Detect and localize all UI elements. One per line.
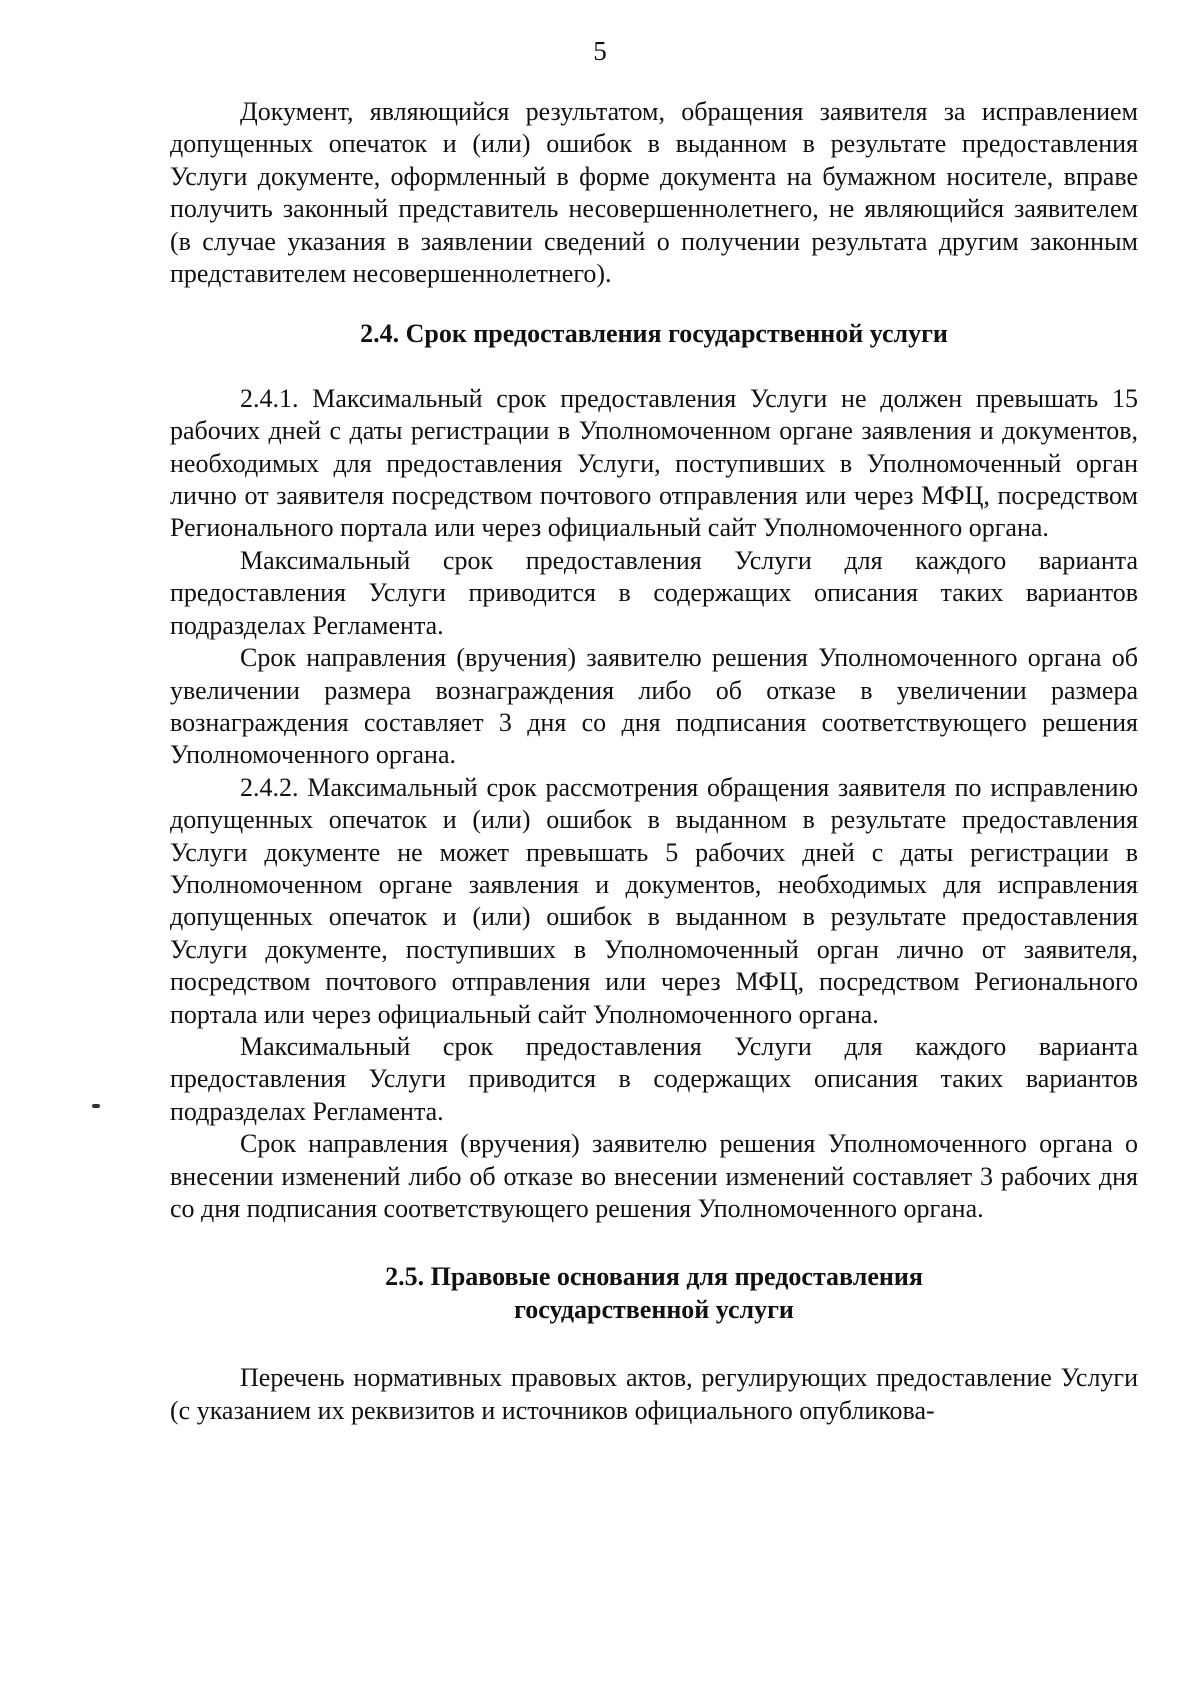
section-2-5-heading-line1: 2.5. Правовые основания для предоставления bbox=[385, 1262, 923, 1292]
page-number: 5 bbox=[593, 36, 607, 66]
intro-paragraph: Документ, являющийся результатом, обращения заявителя за исправлением допущенных опечаток и (или) ошибок в выданном в результате предоставления Услуги документе, оформленный в форме документа на бумажном носителе, вправе получить законный представитель несовершеннолетнего, не являющийся заявителем (в случае указания в заявлении сведений о получении результата другим законным представителем несовершеннолетнего). bbox=[170, 97, 1138, 289]
section-2-5-heading-line2: государственной услуги bbox=[514, 1294, 794, 1324]
section-2-4-heading: 2.4. Срок предоставления государственной услуги bbox=[360, 319, 948, 349]
paragraph-2-5-legal-acts: Перечень нормативных правовых актов, регулирующих предоставление Услуги (с указанием их реквизитов и источников официального опубликова- bbox=[170, 1363, 1138, 1425]
scan-artifact-mark bbox=[92, 1104, 100, 1108]
paragraph-max-term-variants-2: Максимальный срок предоставления Услуги для каждого варианта предоставления Услуги приводится в содержащих описания таких вариантов подразделах Регламента. bbox=[170, 1031, 1138, 1126]
document-body bbox=[170, 96, 1138, 1427]
paragraph-2-4-1: 2.4.1. Максимальный срок предоставления Услуги не должен превышать 15 рабочих дней с даты регистрации в Уполномоченном органе заявления и документов, необходимых для предоставления Услуги, поступивших в Уполномоченный орган лично от заявителя посредством почтового отправления или через МФЦ, посредством Регионального портала или через официальный сайт Уполномоченного органа. bbox=[170, 383, 1138, 543]
section-2-5-heading bbox=[170, 1261, 1138, 1326]
paragraph-delivery-term-changes: Срок направления (вручения) заявителю решения Уполномоченного органа о внесении изменений либо об отказе во внесении изменений составляет 3 рабочих дня со дня подписания соответствующего решения Уполномоченного органа. bbox=[170, 1129, 1138, 1223]
paragraph-2-4-2: 2.4.2. Максимальный срок рассмотрения обращения заявителя по исправлению допущенных опечаток и (или) ошибок в выданном в результате предоставления Услуги документе не может превышать 5 рабочих дней с даты регистрации в Уполномоченном органе заявления и документов, необходимых для исправления допущенных опечаток и (или) ошибок в выданном в результате предоставления Услуги документе, поступивших в Уполномоченный орган лично от заявителя, посредством почтового отправления или через МФЦ, посредством Регионального портала или через официальный сайт Уполномоченного органа. bbox=[170, 772, 1138, 1029]
paragraph-max-term-variants: Максимальный срок предоставления Услуги для каждого варианта предоставления Услуги приводится в содержащих описания таких вариантов подразделах Регламента. bbox=[170, 545, 1138, 640]
paragraph-delivery-term-reward: Срок направления (вручения) заявителю решения Уполномоченного органа об увеличении размера вознаграждения либо об отказе в увеличении размера вознаграждения составляет 3 дня со дня подписания соответствующего решения Уполномоченного органа. bbox=[170, 643, 1138, 770]
